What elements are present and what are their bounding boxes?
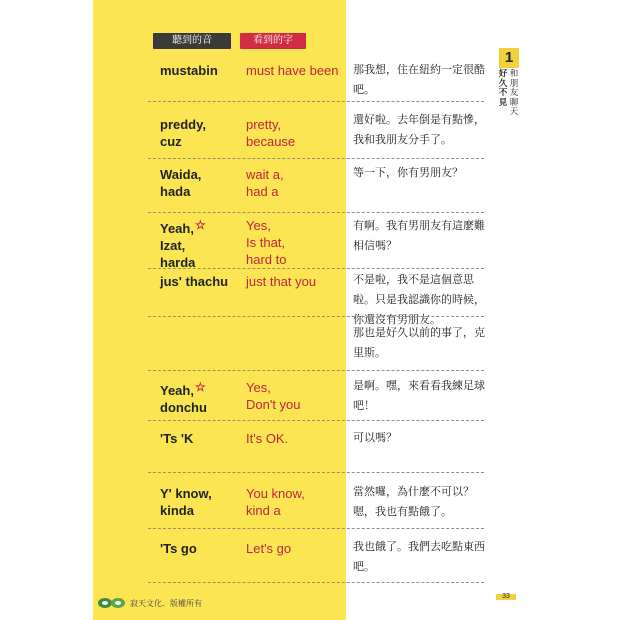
written-text: just that you <box>246 274 317 289</box>
heard-sound: jus' thachu <box>160 274 229 289</box>
chinese-translation: 有啊。我有男朋友有這麼難相信嗎？ <box>353 219 485 252</box>
chinese-translation: 等一下，你有男朋友？ <box>353 166 463 179</box>
heard-sound: 'Ts 'K <box>160 431 194 446</box>
row-divider <box>148 316 484 317</box>
chinese-translation: 是啊。嘿，來看看我練足球吧！ <box>353 379 485 412</box>
chinese-translation: 我也餓了。我們去吃點東西吧。 <box>353 540 485 573</box>
row-divider <box>148 582 484 583</box>
row-divider <box>148 370 484 371</box>
publisher-logo-icon <box>97 596 127 610</box>
chinese-translation: 還好啦。去年倒是有點慘，我和我朋友分手了。 <box>353 113 485 146</box>
row-divider <box>148 420 484 421</box>
star-icon: ☆ <box>194 380 206 394</box>
row-divider <box>148 158 484 159</box>
row-divider <box>148 472 484 473</box>
heard-sound: Yeah,☆ donchu <box>160 380 207 415</box>
heard-sound: Y' know, kinda <box>160 486 212 518</box>
heard-sound: Waida, hada <box>160 167 202 199</box>
written-text: wait a, had a <box>246 167 284 199</box>
row-divider <box>148 528 484 529</box>
written-text: Yes, Don't you <box>246 380 301 412</box>
written-text: Yes, Is that, hard to <box>246 218 287 267</box>
page-number: 33 <box>496 594 516 600</box>
written-text: You know, kind a <box>246 486 305 518</box>
header-heard-sound: 聽到的音 <box>153 33 231 49</box>
row-divider <box>148 212 484 213</box>
row-divider <box>148 101 484 102</box>
written-text: pretty, because <box>246 117 296 149</box>
chinese-translation: 不是啦，我不是這個意思啦。只是我認識你的時候，你還沒有男朋友。 <box>353 273 485 326</box>
chapter-subtitle: 和朋友聊天 <box>509 69 519 117</box>
publisher-copyright: 寂天文化．版權所有 <box>130 599 202 608</box>
chapter-number: 1 <box>499 48 519 68</box>
written-text: It's OK. <box>246 431 289 446</box>
row-divider <box>148 268 484 269</box>
written-text: Let's go <box>246 541 292 556</box>
chapter-title: 好久不見 <box>498 69 508 108</box>
heard-sound: Yeah,☆ Izat, harda <box>160 218 206 270</box>
chinese-translation: 可以嗎？ <box>353 431 397 444</box>
written-text: must have been <box>246 63 339 78</box>
heard-sound: 'Ts go <box>160 541 197 556</box>
header-seen-text: 看到的字 <box>240 33 306 49</box>
chinese-translation: 那我想，住在紐約一定很酷吧。 <box>353 63 485 96</box>
yellow-column-background <box>93 0 346 620</box>
chinese-translation: 那也是好久以前的事了，克里斯。 <box>353 326 485 359</box>
heard-sound: preddy, cuz <box>160 117 206 149</box>
star-icon: ☆ <box>194 218 206 232</box>
heard-sound: mustabin <box>160 63 218 78</box>
chinese-translation: 當然囉，為什麼不可以？嗯，我也有點餓了。 <box>353 485 474 518</box>
